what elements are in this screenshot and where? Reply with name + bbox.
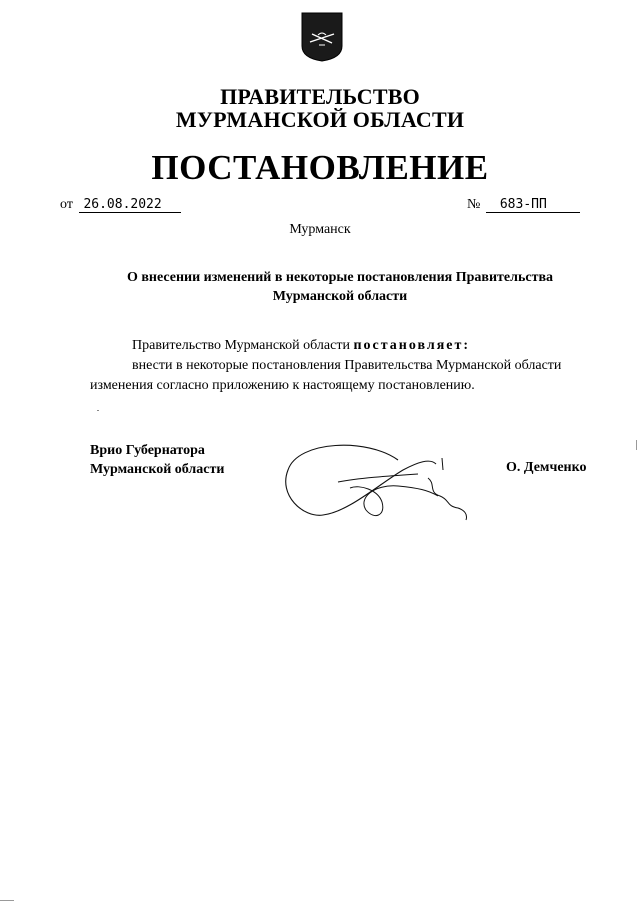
- document-subject: [90, 268, 590, 306]
- date-value: 26.08.2022: [79, 197, 181, 213]
- scan-edge-mark: [636, 440, 637, 450]
- document-number: [467, 197, 580, 213]
- signer-name: О. Демченко: [506, 460, 587, 475]
- body-lead-paragraph: [90, 336, 600, 356]
- signer-position-line-2: Мурманской области: [90, 462, 225, 477]
- document-type-title: ПОСТАНОВЛЕНИЕ: [151, 148, 489, 187]
- organization-name-line-2: МУРМАНСКОЙ ОБЛАСТИ: [175, 107, 465, 132]
- number-value: 683-ПП: [486, 197, 580, 213]
- body-line-3: изменения согласно приложению к настоящему постановлению.: [90, 378, 475, 393]
- signer-position-line-1: Врио Губернатора: [90, 443, 205, 458]
- city-name: Мурманск: [289, 222, 351, 237]
- signer-position: [90, 441, 224, 479]
- scan-speck: [97, 410, 99, 411]
- coat-of-arms-icon: [301, 12, 343, 62]
- scan-corner-mark: [0, 900, 14, 901]
- handwritten-signature: [278, 440, 478, 530]
- subject-line-1: О внесении изменений в некоторые постановления Правительства: [126, 270, 554, 285]
- body-line-2: внести в некоторые постановления Правительства Мурманской области: [132, 358, 562, 373]
- date-prefix: от: [60, 197, 73, 212]
- document-date: [60, 197, 181, 213]
- subject-line-2: Мурманской области: [272, 289, 408, 304]
- organization-name-line-1: ПРАВИТЕЛЬСТВО: [220, 84, 420, 109]
- body-lead: Правительство Мурманской области: [132, 338, 350, 353]
- document-body: [90, 336, 600, 396]
- body-lead-verb: постановляет:: [353, 338, 471, 353]
- number-prefix: №: [467, 197, 481, 212]
